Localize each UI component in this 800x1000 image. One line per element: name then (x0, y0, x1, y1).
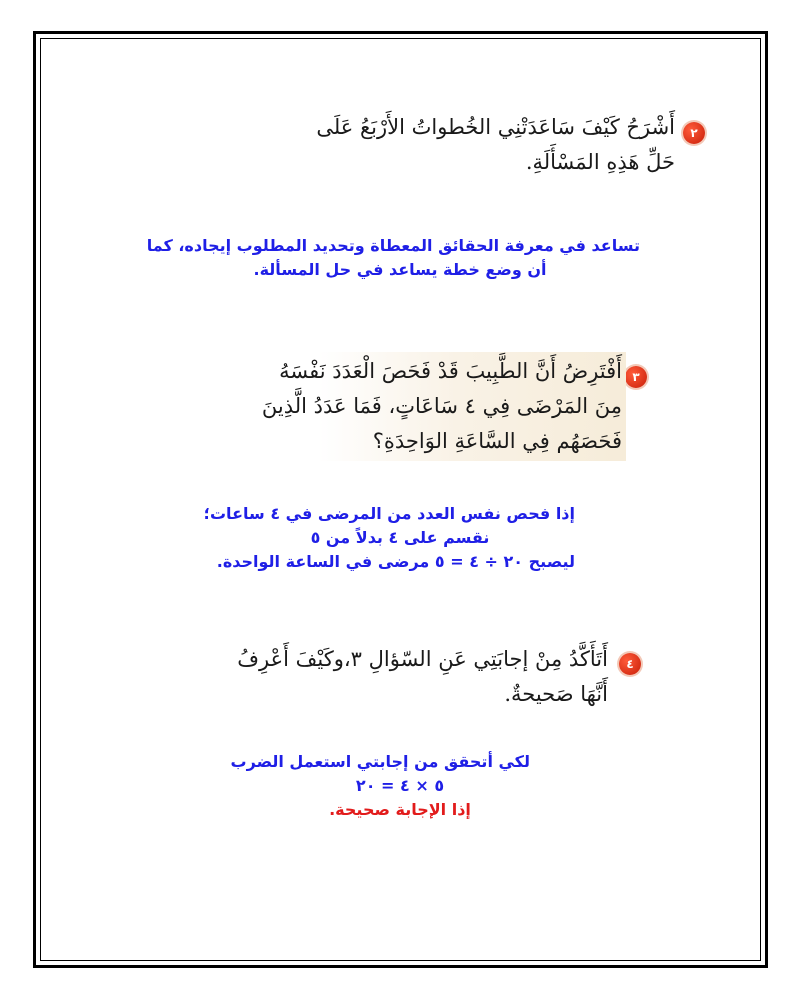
answer-line: أن وضع خطة يساعد في حل المسألة. (253, 260, 547, 279)
answer-line: إذا فحص نفس العدد من المرضى في ٤ ساعات؛ (203, 504, 575, 523)
question-line: حَلِّ هَذِهِ المَسْأَلَةِ. (525, 150, 675, 174)
answer-line: لكي أتحقق من إجابتي استعمل الضرب (230, 752, 530, 771)
answer-line: ليصبح ٢٠ ÷ ٤ = ٥ مرضى في الساعة الواحدة. (216, 552, 575, 571)
answer-conclusion: إذا الإجابة صحيحة. (329, 800, 471, 819)
question-line: أَفْتَرِضُ أَنَّ الطَّبِيبَ قَدْ فَحَصَ الْعَدَدَ نَفْسَهُ (279, 359, 622, 383)
equation-line: ٥ × ٤ = ٢٠ (355, 776, 445, 795)
answer-2 (146, 234, 640, 282)
question-number-badge: ٢ (683, 122, 705, 144)
answer-4 (230, 750, 530, 822)
question-2-text (316, 110, 675, 180)
question-line: فَحَصَهُم فِي السَّاعَةِ الوَاحِدَةِ؟ (372, 429, 622, 453)
question-3-text (261, 352, 626, 461)
question-number-badge: ٤ (619, 653, 641, 675)
question-number-badge: ٣ (625, 366, 647, 388)
question-line: أَشْرَحُ كَيْفَ سَاعَدَتْنِي الخُطواتُ الأَرْبَعُ عَلَى (316, 115, 675, 139)
answer-3 (203, 502, 575, 574)
question-4-text (237, 642, 608, 712)
answer-line: نقسم على ٤ بدلاً من ٥ (310, 528, 490, 547)
question-line: مِنَ المَرْضَى فِي ٤ سَاعَاتٍ، فَمَا عَدَدُ الَّذِينَ (261, 394, 622, 418)
answer-line: تساعد في معرفة الحقائق المعطاة وتحديد المطلوب إيجاده، كما (146, 236, 640, 255)
question-line: أَتَأَكَّدُ مِنْ إجابَتِي عَنِ السّؤالِ ٣،وكَيْفَ أَعْرِفُ (237, 647, 608, 671)
question-line: أَنَّهَا صَحيحةٌ. (504, 682, 608, 706)
